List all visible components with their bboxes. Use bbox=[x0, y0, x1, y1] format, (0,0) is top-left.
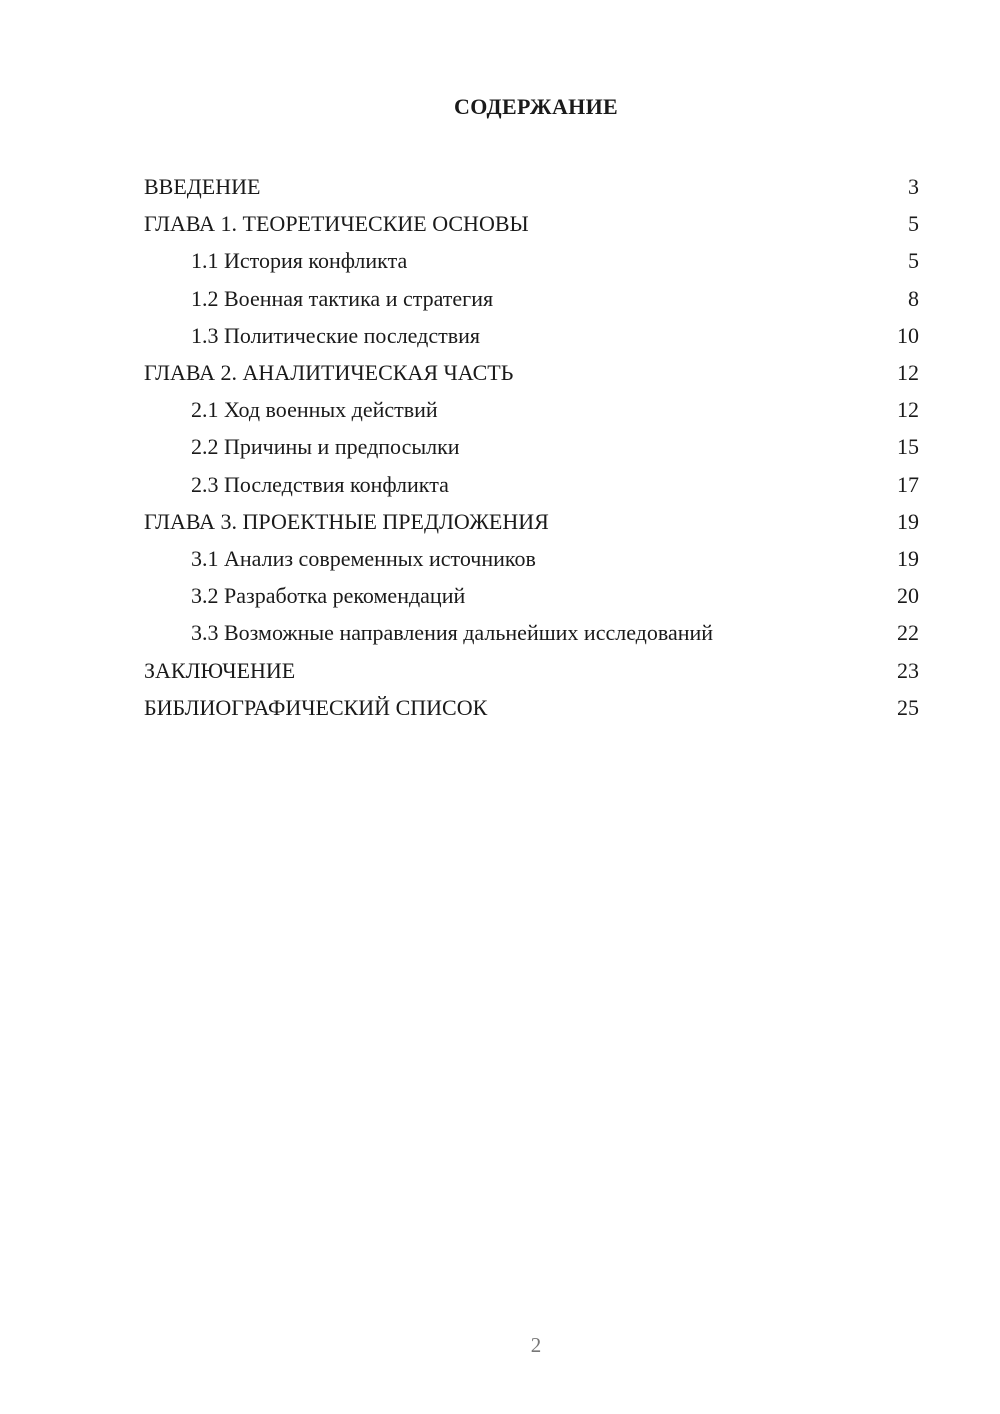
toc-subentry[interactable] bbox=[144, 466, 919, 503]
toc-entry-page: 19 bbox=[897, 508, 919, 534]
toc-entry-page: 5 bbox=[908, 248, 919, 274]
toc-entry-page: 3 bbox=[908, 174, 919, 200]
toc-subentry[interactable] bbox=[144, 242, 919, 279]
toc-entry-label: 1.1 История конфликта bbox=[191, 248, 408, 274]
toc-entry[interactable] bbox=[144, 168, 919, 205]
toc-entry-page: 17 bbox=[897, 471, 919, 497]
toc-entry[interactable] bbox=[144, 354, 919, 391]
toc-entry-label: ГЛАВА 3. ПРОЕКТНЫЕ ПРЕДЛОЖЕНИЯ bbox=[144, 508, 549, 534]
toc-entry-label: ГЛАВА 2. АНАЛИТИЧЕСКАЯ ЧАСТЬ bbox=[144, 360, 514, 386]
toc-subentry[interactable] bbox=[144, 577, 919, 614]
toc-entry-label: ВВЕДЕНИЕ bbox=[144, 174, 261, 200]
toc-entry-page: 15 bbox=[897, 434, 919, 460]
page-title: СОДЕРЖАНИЕ bbox=[454, 94, 618, 119]
toc-entry-page: 8 bbox=[908, 285, 919, 311]
toc-subentry[interactable] bbox=[144, 428, 919, 465]
toc-entry-label: ГЛАВА 1. ТЕОРЕТИЧЕСКИЕ ОСНОВЫ bbox=[144, 211, 529, 237]
toc-entry[interactable] bbox=[144, 651, 919, 688]
toc-entry-label: ЗАКЛЮЧЕНИЕ bbox=[144, 657, 296, 683]
toc-entry-page: 12 bbox=[897, 397, 919, 423]
page-number: 2 bbox=[530, 1333, 542, 1357]
toc-entry-page: 12 bbox=[897, 360, 919, 386]
toc-entry-label: 3.3 Возможные направления дальнейших исследований bbox=[191, 620, 714, 646]
toc-entry[interactable] bbox=[144, 503, 919, 540]
toc-subentry[interactable] bbox=[144, 317, 919, 354]
toc-entry-label: 1.3 Политические последствия bbox=[191, 322, 480, 348]
toc-entry-label: БИБЛИОГРАФИЧЕСКИЙ СПИСОК bbox=[144, 694, 488, 720]
table-of-contents bbox=[144, 168, 919, 726]
toc-entry-label: 2.3 Последствия конфликта bbox=[191, 471, 449, 497]
toc-entry-page: 20 bbox=[897, 583, 919, 609]
toc-entry-page: 25 bbox=[897, 694, 919, 720]
toc-entry-page: 19 bbox=[897, 545, 919, 571]
toc-subentry[interactable] bbox=[144, 391, 919, 428]
toc-entry-label: 3.1 Анализ современных источников bbox=[191, 545, 536, 571]
toc-subentry[interactable] bbox=[144, 280, 919, 317]
toc-entry-label: 3.2 Разработка рекомендаций bbox=[191, 583, 466, 609]
toc-entry-label: 2.2 Причины и предпосылки bbox=[191, 434, 460, 460]
toc-entry-page: 5 bbox=[908, 211, 919, 237]
toc-subentry[interactable] bbox=[144, 540, 919, 577]
toc-entry-page: 23 bbox=[897, 657, 919, 683]
toc-entry-page: 10 bbox=[897, 322, 919, 348]
toc-entry-page: 22 bbox=[897, 620, 919, 646]
toc-entry[interactable] bbox=[144, 689, 919, 726]
toc-entry[interactable] bbox=[144, 205, 919, 242]
toc-entry-label: 2.1 Ход военных действий bbox=[191, 397, 438, 423]
toc-subentry[interactable] bbox=[144, 614, 919, 651]
toc-entry-label: 1.2 Военная тактика и стратегия bbox=[191, 285, 494, 311]
